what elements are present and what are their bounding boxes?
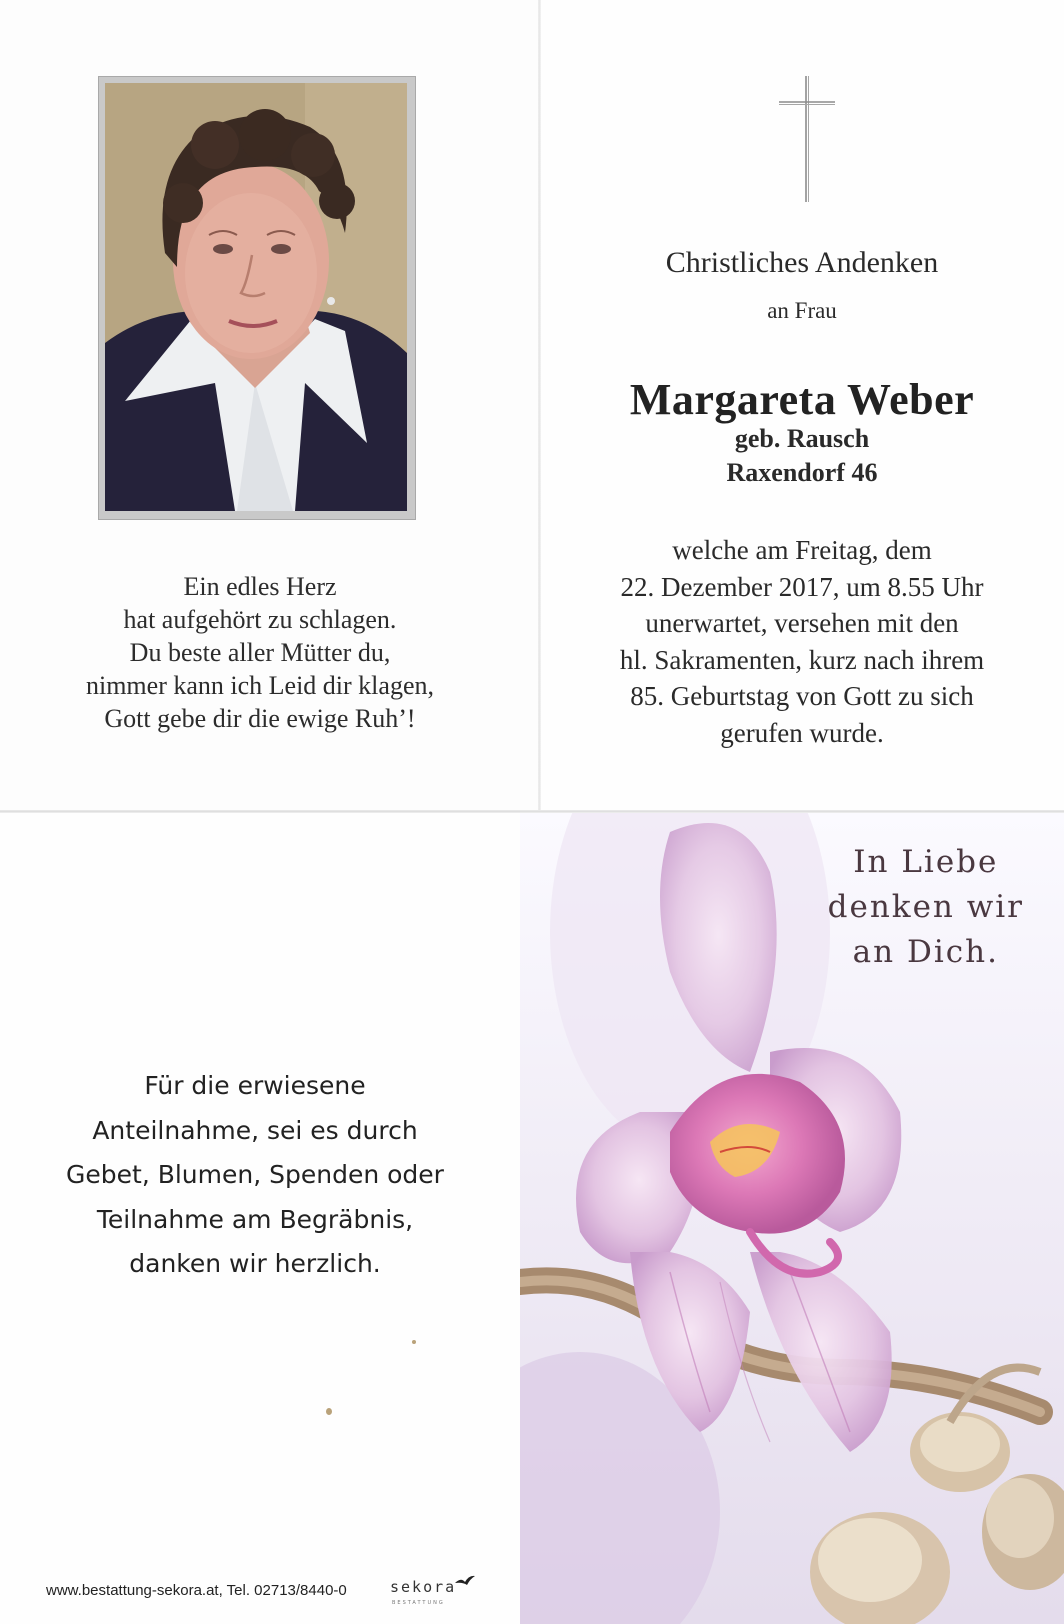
paper-speck <box>412 1340 416 1344</box>
poem-line: Du beste aller Mütter du, <box>129 638 391 667</box>
maiden-name: geb. Rausch <box>734 424 870 453</box>
portrait-photo <box>105 83 407 511</box>
poem <box>40 570 480 735</box>
vertical-fold <box>538 0 541 812</box>
poem-line: hat aufgehört zu schlagen. <box>123 605 397 634</box>
salutation: an Frau <box>767 298 837 323</box>
memory-line: In Liebe <box>853 844 999 880</box>
thanks-line: Für die erwiesene <box>144 1071 366 1100</box>
in-loving-memory-text <box>828 840 1024 975</box>
funeral-home-contact: www.bestattung-sekora.at, Tel. 02713/8440-0 <box>46 1582 347 1599</box>
memory-line: an Dich. <box>852 934 999 970</box>
poem-line: Ein edles Herz <box>183 572 337 601</box>
sekora-logo <box>390 1574 480 1610</box>
address: Raxendorf 46 <box>726 458 878 487</box>
body-line: hl. Sakramenten, kurz nach ihrem <box>619 644 985 675</box>
body-line: 22. Dezember 2017, um 8.55 Uhr <box>620 571 984 602</box>
horizontal-fold <box>0 810 1064 813</box>
body-line: unerwartet, versehen mit den <box>645 608 959 638</box>
memorial-heading: Christliches Andenken <box>665 246 939 279</box>
photo-panel <box>0 0 540 812</box>
body-line: welche am Freitag, dem <box>672 535 932 565</box>
paper-speck <box>326 1408 332 1415</box>
body-line: 85. Geburtstag von Gott zu sich <box>630 681 974 711</box>
thanks-text <box>20 1064 490 1287</box>
cross-icon <box>777 74 837 204</box>
thanks-line: danken wir herzlich. <box>129 1249 381 1278</box>
memorial-body <box>560 532 1044 751</box>
poem-line: Gott gebe dir die ewige Ruh’! <box>104 704 416 733</box>
thanks-line: Anteilnahme, sei es durch <box>92 1115 418 1145</box>
thanks-line: Teilnahme am Begräbnis, <box>96 1204 414 1234</box>
logo-subtext: BESTATTUNG <box>392 1600 445 1606</box>
portrait-photo-frame <box>98 76 416 520</box>
body-line: gerufen wurde. <box>720 717 884 748</box>
thanks-panel <box>0 812 520 1624</box>
poem-line: nimmer kann ich Leid dir klagen, <box>85 671 434 700</box>
thanks-line: Gebet, Blumen, Spenden oder <box>66 1160 444 1189</box>
orchid-panel <box>520 812 1064 1624</box>
memorial-text-panel <box>540 0 1064 812</box>
deceased-name: Margareta Weber <box>629 375 975 424</box>
portrait-illustration <box>105 83 407 511</box>
bird-icon <box>454 1574 476 1588</box>
memory-line: denken wir <box>827 889 1024 925</box>
logo-text: sekora <box>390 1578 457 1596</box>
